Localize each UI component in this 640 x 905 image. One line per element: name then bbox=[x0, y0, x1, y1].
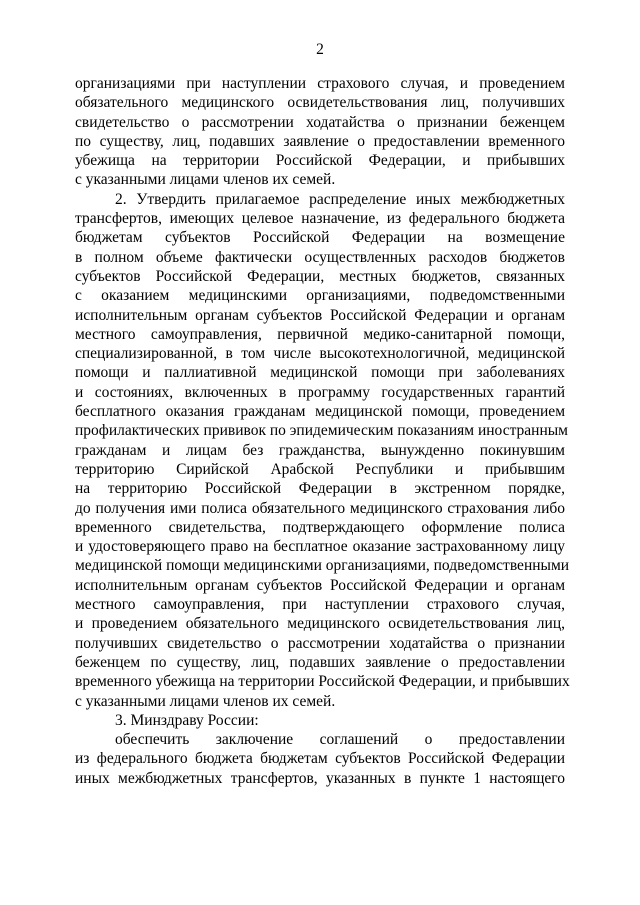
text-line: до получения ими полиса обязательного медицинского страхования либо bbox=[75, 499, 565, 517]
text-line: иных межбюджетных трансфертов, указанных в пункте 1 настоящего bbox=[75, 769, 565, 787]
text-line: местного самоуправления, при наступлении страхового случая, bbox=[75, 596, 565, 614]
text-line: временного убежища на территории Российской Федерации, и прибывших bbox=[75, 673, 570, 691]
text-line: с оказанием медицинскими организациями, подведомственными bbox=[75, 287, 565, 305]
text-line: и удостоверяющего право на бесплатное оказание застрахованному лицу bbox=[75, 538, 565, 556]
text-line: исполнительным органам субъектов Российской Федерации и органам bbox=[75, 576, 565, 594]
text-line: 3. Минздраву России: bbox=[115, 711, 259, 729]
text-line: убежища на территории Российской Федерации, и прибывших bbox=[75, 152, 565, 170]
text-line: бюджетам субъектов Российской Федерации на возмещение bbox=[75, 229, 565, 247]
text-line: организациями при наступлении страхового случая, и проведением bbox=[75, 75, 565, 92]
text-line: территорию Сирийской Арабской Республики и прибывшим bbox=[75, 460, 565, 478]
text-line: в полном объеме фактически осуществленных расходов бюджетов bbox=[75, 248, 565, 266]
text-line: беженцем по существу, лиц, подавших заявление о предоставлении bbox=[75, 653, 565, 671]
text-line: с указанными лицами членов их семей. bbox=[75, 692, 336, 710]
text-line: трансфертов, имеющих целевое назначение, из федерального бюджета bbox=[75, 210, 565, 228]
text-line: на территорию Российской Федерации в экстренном порядке, bbox=[75, 480, 565, 498]
text-line: обеспечить заключение соглашений о предоставлении bbox=[115, 731, 565, 749]
text-line: профилактических прививок по эпидемическим показаниям иностранным bbox=[75, 422, 568, 440]
text-line: из федерального бюджета бюджетам субъектов Российской Федерации bbox=[75, 750, 565, 768]
text-line: субъектов Российской Федерации, местных бюджетов, связанных bbox=[75, 267, 565, 285]
text-line: исполнительным органам субъектов Российской Федерации и органам bbox=[75, 306, 565, 324]
text-line: и проведением обязательного медицинского освидетельствования лиц, bbox=[75, 615, 565, 633]
text-line: помощи и паллиативной медицинской помощи при заболеваниях bbox=[75, 364, 565, 382]
text-line: гражданам и лицам без гражданства, вынужденно покинувшим bbox=[75, 441, 565, 459]
page-number: 2 bbox=[316, 41, 324, 58]
text-line: получивших свидетельство о рассмотрении ходатайства о признании bbox=[75, 634, 565, 652]
text-line: по существу, лиц, подавших заявление о предоставлении временного bbox=[75, 132, 565, 150]
text-line: свидетельство о рассмотрении ходатайства о признании беженцем bbox=[75, 113, 565, 131]
text-line: местного самоуправления, первичной медико-санитарной помощи, bbox=[75, 325, 565, 343]
text-line: медицинской помощи медицинскими организациями, подведомственными bbox=[75, 557, 570, 575]
text-line: специализированной, в том числе высокотехнологичной, медицинской bbox=[75, 345, 565, 363]
text-line: 2. Утвердить прилагаемое распределение иных межбюджетных bbox=[115, 190, 565, 208]
document-body bbox=[75, 74, 570, 788]
text-line: временного свидетельства, подтверждающего оформление полиса bbox=[75, 518, 565, 536]
text-line: обязательного медицинского освидетельствования лиц, получивших bbox=[75, 94, 565, 112]
text-line: и состояниях, включенных в программу государственных гарантий bbox=[75, 383, 565, 401]
text-line: с указанными лицами членов их семей. bbox=[75, 171, 336, 189]
text-line: бесплатного оказания гражданам медицинской помощи, проведением bbox=[75, 403, 565, 421]
